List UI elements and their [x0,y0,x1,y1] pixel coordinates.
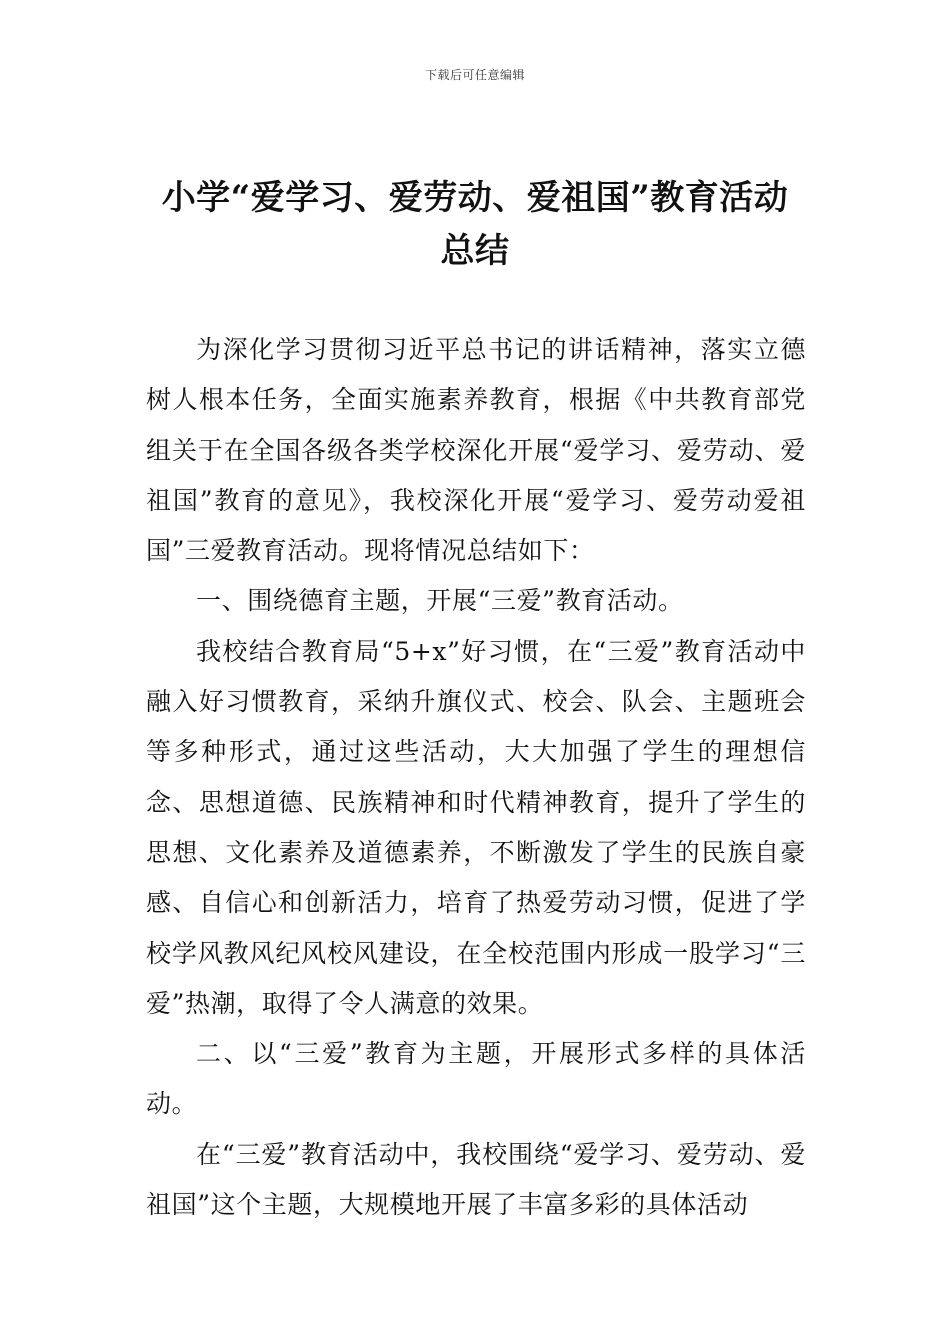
paragraph-intro: 为深化学习贯彻习近平总书记的讲话精神，落实立德树人根本任务，全面实施素养教育，根据《中共教育部党组关于在全国各级各类学校深化开展“爱学习、爱劳动、爱祖国”教育的意见》，我校深化开展“爱学习、爱劳动爱祖国”三爱教育活动。现将情况总结如下： [146,335,806,566]
paragraph-heading-2: 二、以“三爱”教育为主题，开展形式多样的具体活动。 [146,1039,806,1119]
document-title: 小学“爱学习、爱劳动、爱祖国”教育活动总结 [161,178,789,271]
document-body [146,325,806,1230]
header-note: 下载后可任意编辑 [424,68,525,82]
paragraph-section-1: 我校结合教育局“5+x”好习惯，在“三爱”教育活动中融入好习惯教育，采纳升旗仪式、校会、队会、主题班会等多种形式，通过这些活动，大大加强了学生的理想信念、思想道德、民族精神和时代精神教育，提升了学生的思想、文化素养及道德素养，不断激发了学生的民族自豪感、自信心和创新活力，培育了热爱劳动习惯，促进了学校学风教风纪风校风建设，在全校范围内形成一股学习“三爱”热潮，取得了令人满意的效果。 [146,636,806,1018]
paragraph-heading-1: 一、围绕德育主题，开展“三爱”教育活动。 [196,586,684,616]
paragraph-section-2: 在“三爱”教育活动中，我校围绕“爱学习、爱劳动、爱祖国”这个主题，大规模地开展了丰富多彩的具体活动 [146,1139,806,1220]
